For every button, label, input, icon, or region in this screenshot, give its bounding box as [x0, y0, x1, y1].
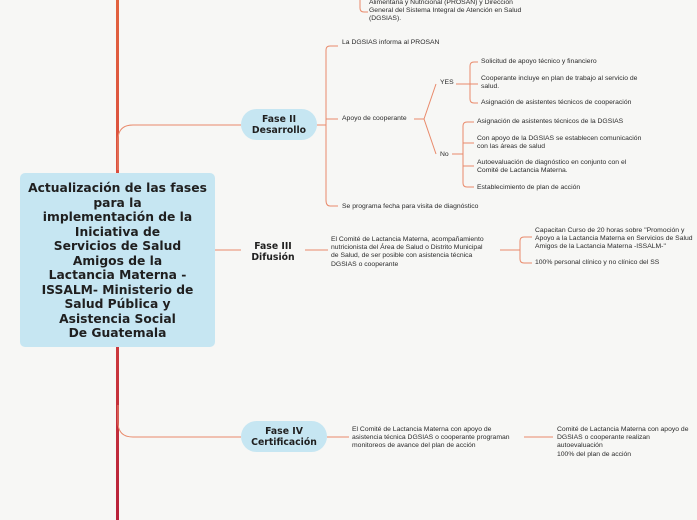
phase4-text[interactable]: El Comité de Lactancia Materna con apoyo de asistencia técnica DGSIAS o cooperante programan monitoreos de avance del plan de acción: [352, 426, 510, 450]
phase2-yes-label[interactable]: YES: [440, 79, 454, 86]
central-topic[interactable]: Actualización de las fases para la implementación de la Iniciativa de Servicios de Salud Amigos de la Lactancia Materna - ISSALM- Ministerio de Salud Pública y Asistencia Social De Guatemala: [20, 173, 215, 347]
yes-item[interactable]: Asignación de asistentes técnicos de cooperación: [481, 99, 632, 106]
phase-4-node[interactable]: Fase IV Certificación: [241, 421, 327, 452]
no-item[interactable]: Establecimiento de plan de acción: [477, 184, 581, 191]
phase-3-node[interactable]: Fase III Difusión: [251, 241, 295, 263]
phase3-item[interactable]: 100% personal clínico y no clínico del SS: [535, 259, 660, 266]
top-partial-text[interactable]: Alimentaria y Nutricional (PROSAN) y Dirección General del Sistema Integral de Atención en Salud (DGSIAS).: [369, 0, 522, 23]
phase-2-node[interactable]: Fase II Desarrollo: [241, 109, 317, 140]
no-item[interactable]: Con apoyo de la DGSIAS se establecen comunicación con las áreas de salud: [477, 135, 642, 151]
phase2-no-label[interactable]: No: [440, 151, 449, 158]
yes-item[interactable]: Cooperante incluye en plan de trabajo al servicio de salud.: [481, 75, 638, 91]
phase2-informa[interactable]: La DGSIAS informa al PROSAN: [342, 39, 440, 46]
no-item[interactable]: Autoevaluación de diagnóstico en conjunto con el Comité de Lactancia Materna.: [477, 159, 627, 175]
phase3-item[interactable]: Capacitan Curso de 20 horas sobre "Promoción y Apoyo a la Lactancia Materna en Servicios de Salud Amigos de la Lactancia Materna -ISSALM-": [535, 227, 693, 251]
phase2-apoyo[interactable]: Apoyo de cooperante: [342, 115, 407, 122]
yes-item[interactable]: Solicitud de apoyo técnico y financiero: [481, 58, 597, 65]
phase4-next[interactable]: Comité de Lactancia Materna con apoyo de DGSIAS o cooperante realizan autoevaluación 100% del plan de acción: [557, 426, 689, 458]
phase3-text[interactable]: El Comité de Lactancia Materna, acompañamiento nutricionista del Área de Salud o Distrito Municipal de Salud, de ser posible con asistencia técnica DGSIAS o cooperante: [331, 236, 484, 268]
phase2-fecha[interactable]: Se programa fecha para visita de diagnóstico: [342, 203, 479, 210]
no-item[interactable]: Asignación de asistentes técnicos de la DGSIAS: [477, 118, 624, 125]
